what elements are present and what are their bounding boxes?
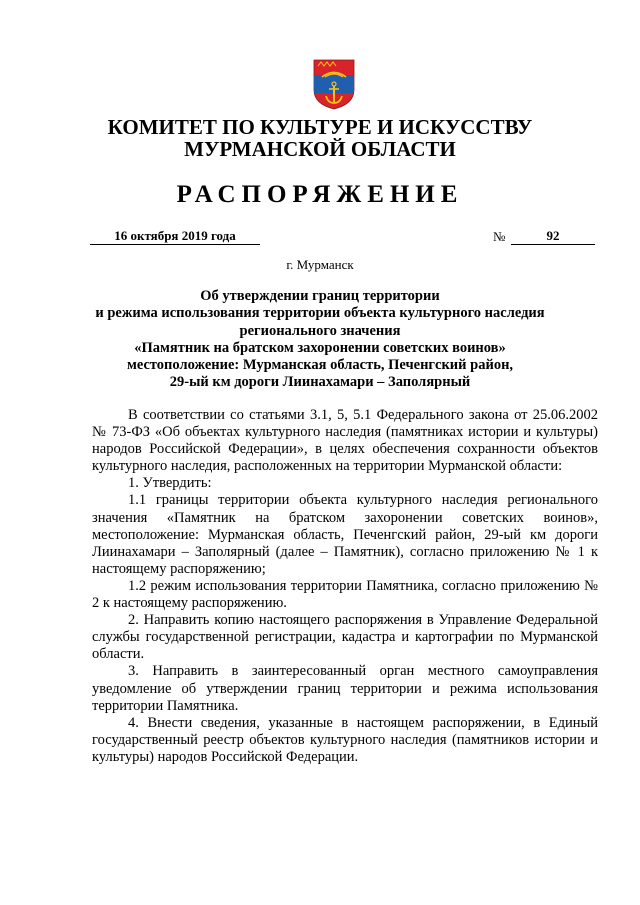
title-line: и режима использования территории объекта культурного наследия: [95, 305, 545, 322]
title-line: «Памятник на братском захоронении советских воинов»: [134, 339, 506, 356]
body-paragraph-item-2: 2. Направить копию настоящего распоряжения в Управление Федеральной службы государственной регистрации, кадастра и картографии по Мурманской области.: [92, 612, 598, 663]
document-type-heading: РАСПОРЯЖЕНИЕ: [176, 181, 464, 208]
body-paragraph-preamble: В соответствии со статьями 3.1, 5, 5.1 Федерального закона от 25.06.2002 № 73-ФЗ «Об объектах культурного наследия (памятниках истории и культуры) народов Российской Федерации», в целях обеспечения сохранности объектов культурного наследия, расположенных на территории Мурманской области:: [92, 407, 598, 475]
body-paragraph-item-1-2: 1.2 режим использования территории Памятника, согласно приложению № 2 к настоящему распоряжению.: [92, 577, 598, 612]
document-body: [92, 407, 598, 766]
body-paragraph-item-1-1: 1.1 границы территории объекта культурного наследия регионального значения «Памятник на братском захоронении советских воинов», местоположение: Мурманская область, Печенгский район, 29-ый км дороги Лиинахамари – Заполярный (далее – Памятник), согласно приложению № 1 к настоящему распоряжению;: [92, 492, 598, 577]
document-number: 92: [511, 228, 595, 245]
organization-name-line-1: КОМИТЕТ ПО КУЛЬТУРЕ И ИСКУССТВУ: [107, 115, 533, 139]
organization-name: [0, 116, 640, 160]
title-line: местоположение: Мурманская область, Печенгский район,: [126, 357, 514, 374]
organization-name-line-2: МУРМАНСКОЙ ОБЛАСТИ: [184, 137, 456, 161]
body-paragraph-item-3: 3. Направить в заинтересованный орган местного самоуправления уведомление об утверждении границ территории и режима использования территории Памятника.: [92, 663, 598, 714]
document-date: 16 октября 2019 года: [90, 228, 260, 245]
title-line: Об утверждении границ территории: [200, 288, 440, 304]
title-line: 29-ый км дороги Лиинахамари – Заполярный: [169, 374, 471, 391]
document-city: г. Мурманск: [286, 257, 354, 272]
body-paragraph-item-4: 4. Внести сведения, указанные в настоящем распоряжении, в Единый государственный реестр объектов культурного наследия (памятников истории и культуры) народов Российской Федерации.: [92, 714, 598, 765]
document-title: [0, 288, 640, 392]
number-sign: №: [493, 229, 506, 244]
title-line: регионального значения: [239, 322, 401, 339]
murmansk-coat-of-arms-icon: [312, 58, 356, 110]
body-paragraph-item-1: 1. Утвердить:: [128, 475, 212, 492]
